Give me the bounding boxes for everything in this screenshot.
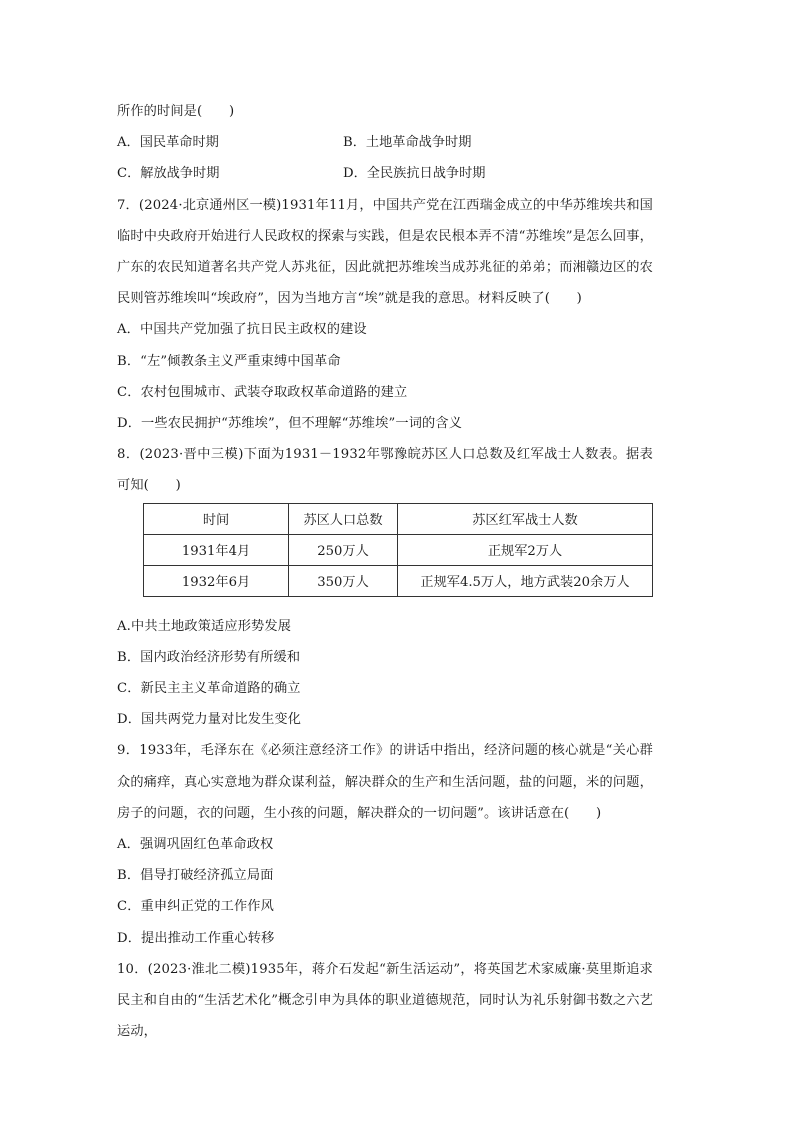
table-cell: 1931年4月 (144, 534, 289, 565)
q6-stem-tail: 所作的时间是( ) (117, 104, 235, 119)
table-row (144, 534, 653, 565)
table-header-cell: 时间 (144, 503, 289, 534)
q7-option-c: C．农村包围城市、武装夺取政权革命道路的建立 (117, 384, 408, 400)
q7-stem: 7．(2024·北京通州区一模)1931年11月，中国共产党在江西瑞金成立的中华苏维埃共和国临时中央政府开始进行人民政权的探索与实践，但是农民根本弄不清“苏维埃”是怎么回事，广东的农民知道著名共产党人苏兆征，因此就把苏维埃当成苏兆征的弟弟；而湘赣边区的农民则管苏维埃叫“埃政府”，因为当地方言“埃”就是我的意思。材料反映了( ) (117, 197, 653, 307)
table-header-cell: 苏区人口总数 (289, 503, 398, 534)
q6-option-d: D．全民族抗日战争时期 (343, 166, 486, 182)
q7-option-d: D．一些农民拥护“苏维埃”，但不理解“苏维埃”一词的含义 (117, 416, 463, 432)
q7-option-b: B．“左”倾教条主义严重束缚中国革命 (117, 353, 341, 369)
q8-option-d: D．国共两党力量对比发生变化 (117, 712, 302, 728)
table-header-row (144, 503, 653, 534)
q6-option-a: A．国民革命时期 (117, 135, 219, 151)
table-row (144, 565, 653, 596)
q8-data-table (143, 503, 653, 597)
q6-options-row-2 (117, 158, 653, 189)
q8-option-c: C．新民主主义革命道路的确立 (117, 681, 301, 697)
q9-option-b: B．倡导打破经济孤立局面 (117, 868, 274, 884)
q10-stem: 10．(2023·淮北二模)1935年，蒋介石发起“新生活运动”，将英国艺术家威廉·莫里斯追求民主和自由的“生活艺术化”概念引申为具体的职业道德规范，同时认为礼乐射御书数之六艺运动， (117, 961, 653, 1040)
q8-option-b: B．国内政治经济形势有所缓和 (117, 649, 301, 665)
table-cell: 350万人 (289, 565, 398, 596)
table-cell: 正规军4.5万人，地方武装20余万人 (398, 565, 653, 596)
q9-option-c: C．重申纠正党的工作作风 (117, 899, 274, 915)
q6-option-b: B．土地革命战争时期 (343, 135, 472, 151)
table-cell: 1932年6月 (144, 565, 289, 596)
q6-option-c: C．解放战争时期 (117, 166, 220, 182)
q7-option-a: A．中国共产党加强了抗日民主政权的建设 (117, 322, 367, 338)
q9-option-a: A．强调巩固红色革命政权 (117, 837, 274, 853)
table-cell: 正规军2万人 (398, 534, 653, 565)
document-content (117, 96, 653, 1047)
q8-option-a: A.中共土地政策适应形势发展 (117, 618, 292, 634)
q6-options-row-1 (117, 127, 653, 158)
table-header-cell: 苏区红军战士人数 (398, 503, 653, 534)
q9-stem: 9．1933年，毛泽东在《必须注意经济工作》的讲话中指出，经济问题的核心就是“关心群众的痛痒，真心实意地为群众谋利益，解决群众的生产和生活问题，盐的问题，米的问题，房子的问题，衣的问题，生小孩的问题，解决群众的一切问题”。该讲话意在( ) (117, 743, 653, 821)
table-cell: 250万人 (289, 534, 398, 565)
q8-stem: 8．(2023·晋中三模)下面为1931－1932年鄂豫皖苏区人口总数及红军战士人数表。据表可知( ) (117, 447, 653, 494)
q9-option-d: D．提出推动工作重心转移 (117, 930, 275, 946)
